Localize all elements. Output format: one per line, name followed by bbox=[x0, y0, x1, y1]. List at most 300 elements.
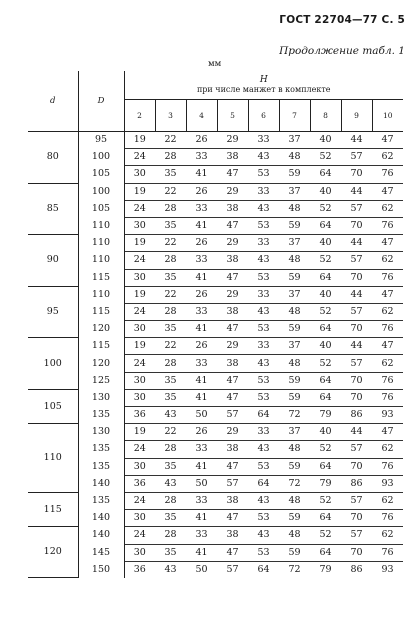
table-row bbox=[28, 269, 403, 286]
outer-diameter-cell: 95 bbox=[78, 132, 124, 149]
height-value-cell: 40 bbox=[310, 132, 341, 149]
height-value-cell: 64 bbox=[310, 372, 341, 389]
count-header: 6 bbox=[248, 100, 279, 132]
table-row bbox=[28, 183, 403, 200]
height-value-cell: 76 bbox=[372, 510, 403, 527]
height-value-cell: 52 bbox=[310, 355, 341, 372]
height-value-cell: 70 bbox=[341, 217, 372, 234]
outer-diameter-cell: 120 bbox=[78, 355, 124, 372]
table-row bbox=[28, 166, 403, 183]
height-value-cell: 47 bbox=[372, 183, 403, 200]
height-value-cell: 70 bbox=[341, 269, 372, 286]
height-value-cell: 47 bbox=[217, 544, 248, 561]
height-value-cell: 64 bbox=[310, 269, 341, 286]
height-value-cell: 57 bbox=[341, 355, 372, 372]
table-row bbox=[28, 561, 403, 578]
height-value-cell: 40 bbox=[310, 424, 341, 441]
height-value-cell: 43 bbox=[155, 475, 186, 492]
height-value-cell: 40 bbox=[310, 183, 341, 200]
count-header: 3 bbox=[155, 100, 186, 132]
height-value-cell: 35 bbox=[155, 372, 186, 389]
height-value-cell: 30 bbox=[124, 544, 155, 561]
height-value-cell: 33 bbox=[186, 303, 217, 320]
height-value-cell: 64 bbox=[310, 510, 341, 527]
outer-diameter-cell: 105 bbox=[78, 166, 124, 183]
shaft-diameter-cell: 105 bbox=[28, 389, 78, 423]
height-value-cell: 79 bbox=[310, 475, 341, 492]
height-value-cell: 53 bbox=[248, 217, 279, 234]
height-value-cell: 62 bbox=[372, 149, 403, 166]
height-value-cell: 30 bbox=[124, 321, 155, 338]
table-row bbox=[28, 286, 403, 303]
height-value-cell: 52 bbox=[310, 303, 341, 320]
height-value-cell: 36 bbox=[124, 475, 155, 492]
outer-diameter-cell: 135 bbox=[78, 441, 124, 458]
height-value-cell: 47 bbox=[372, 235, 403, 252]
height-value-cell: 47 bbox=[217, 458, 248, 475]
height-value-cell: 30 bbox=[124, 389, 155, 406]
height-value-cell: 86 bbox=[350, 563, 363, 575]
height-value-cell: 28 bbox=[155, 355, 186, 372]
height-value-cell: 33 bbox=[248, 286, 279, 303]
height-value-cell: 48 bbox=[279, 441, 310, 458]
outer-diameter-cell: 140 bbox=[78, 510, 124, 527]
height-value-cell: 43 bbox=[248, 441, 279, 458]
height-value-cell: 30 bbox=[124, 269, 155, 286]
height-value-cell: 57 bbox=[341, 527, 372, 544]
height-value-cell: 28 bbox=[155, 492, 186, 509]
height-value-cell: 43 bbox=[248, 149, 279, 166]
count-header: 10 bbox=[372, 100, 403, 132]
height-value-cell: 50 bbox=[195, 563, 208, 575]
table-row bbox=[28, 441, 403, 458]
height-value-cell: 59 bbox=[279, 544, 310, 561]
height-value-cell: 43 bbox=[248, 492, 279, 509]
height-value-cell: 26 bbox=[186, 424, 217, 441]
count-header: 5 bbox=[217, 100, 248, 132]
height-value-cell: 38 bbox=[217, 527, 248, 544]
height-value-cell: 86 bbox=[341, 407, 372, 424]
height-value-cell: 38 bbox=[217, 441, 248, 458]
column-header-D: D bbox=[78, 71, 124, 132]
height-value-cell: 29 bbox=[217, 424, 248, 441]
height-value-cell: 72 bbox=[288, 563, 301, 575]
height-value-cell: 57 bbox=[341, 252, 372, 269]
height-value-cell: 37 bbox=[279, 338, 310, 355]
height-value-cell: 33 bbox=[248, 424, 279, 441]
height-value-cell: 76 bbox=[372, 458, 403, 475]
height-value-cell: 37 bbox=[279, 235, 310, 252]
table-row bbox=[28, 355, 403, 372]
height-value-cell: 76 bbox=[372, 544, 403, 561]
height-value-cell: 48 bbox=[279, 200, 310, 217]
height-value-cell: 48 bbox=[279, 252, 310, 269]
height-value-cell: 35 bbox=[155, 510, 186, 527]
height-value-cell: 29 bbox=[217, 183, 248, 200]
height-value-cell: 28 bbox=[155, 527, 186, 544]
count-header: 7 bbox=[279, 100, 310, 132]
height-value-cell: 72 bbox=[279, 475, 310, 492]
height-value-cell: 79 bbox=[310, 407, 341, 424]
height-value-cell: 62 bbox=[372, 527, 403, 544]
height-value-cell: 47 bbox=[217, 217, 248, 234]
height-value-cell: 28 bbox=[155, 149, 186, 166]
height-value-cell: 43 bbox=[248, 355, 279, 372]
height-value-cell: 72 bbox=[279, 407, 310, 424]
height-value-cell: 79 bbox=[319, 563, 332, 575]
height-value-cell: 38 bbox=[217, 252, 248, 269]
shaft-diameter-cell: 95 bbox=[28, 286, 78, 338]
height-value-cell: 41 bbox=[186, 217, 217, 234]
height-value-cell: 22 bbox=[155, 424, 186, 441]
height-value-cell: 64 bbox=[257, 563, 270, 575]
height-value-cell: 47 bbox=[217, 321, 248, 338]
table-row bbox=[28, 149, 403, 166]
height-value-cell: 47 bbox=[372, 132, 403, 149]
height-value-cell: 57 bbox=[217, 407, 248, 424]
height-value-cell: 36 bbox=[133, 563, 146, 575]
height-value-cell: 29 bbox=[217, 286, 248, 303]
outer-diameter-cell: 110 bbox=[78, 252, 124, 269]
height-value-cell: 70 bbox=[341, 510, 372, 527]
height-value-cell: 57 bbox=[341, 441, 372, 458]
height-value-cell: 24 bbox=[124, 303, 155, 320]
table-row bbox=[28, 235, 403, 252]
outer-diameter-cell: 115 bbox=[78, 303, 124, 320]
height-value-cell: 43 bbox=[248, 303, 279, 320]
height-value-cell: 43 bbox=[248, 252, 279, 269]
height-value-cell: 43 bbox=[248, 527, 279, 544]
height-value-cell: 33 bbox=[186, 149, 217, 166]
height-value-cell: 93 bbox=[372, 407, 403, 424]
table-row bbox=[28, 217, 403, 234]
height-value-cell: 70 bbox=[341, 166, 372, 183]
height-value-cell: 19 bbox=[124, 338, 155, 355]
height-value-cell: 24 bbox=[124, 200, 155, 217]
height-value-cell: 64 bbox=[310, 389, 341, 406]
height-value-cell: 86 bbox=[341, 475, 372, 492]
height-value-cell: 93 bbox=[381, 563, 394, 575]
column-header-H bbox=[124, 71, 403, 100]
standard-header: ГОСТ 22704—77 С. 5 bbox=[279, 14, 405, 26]
height-value-cell: 53 bbox=[248, 389, 279, 406]
height-value-cell: 35 bbox=[155, 217, 186, 234]
height-value-cell: 43 bbox=[155, 407, 186, 424]
height-value-cell: 41 bbox=[186, 372, 217, 389]
height-value-cell: 53 bbox=[248, 544, 279, 561]
height-value-cell: 30 bbox=[124, 458, 155, 475]
height-value-cell: 57 bbox=[226, 563, 239, 575]
height-value-cell: 62 bbox=[372, 303, 403, 320]
height-value-cell: 64 bbox=[310, 458, 341, 475]
height-value-cell: 62 bbox=[372, 200, 403, 217]
height-value-cell: 57 bbox=[217, 475, 248, 492]
height-value-cell: 48 bbox=[279, 149, 310, 166]
height-value-cell: 47 bbox=[372, 424, 403, 441]
height-value-cell: 30 bbox=[124, 372, 155, 389]
height-value-cell: 59 bbox=[279, 217, 310, 234]
shaft-diameter-cell: 80 bbox=[28, 132, 78, 184]
height-value-cell: 19 bbox=[124, 286, 155, 303]
height-value-cell: 26 bbox=[186, 338, 217, 355]
height-value-cell: 47 bbox=[372, 338, 403, 355]
table-row bbox=[28, 407, 403, 424]
height-value-cell: 64 bbox=[310, 321, 341, 338]
outer-diameter-cell: 105 bbox=[78, 200, 124, 217]
height-value-cell: 38 bbox=[217, 303, 248, 320]
height-value-cell: 33 bbox=[186, 527, 217, 544]
height-value-cell: 41 bbox=[186, 458, 217, 475]
height-value-cell: 48 bbox=[279, 303, 310, 320]
height-value-cell: 52 bbox=[310, 252, 341, 269]
table-row bbox=[28, 372, 403, 389]
height-value-cell: 30 bbox=[124, 166, 155, 183]
shaft-diameter-cell: 100 bbox=[28, 338, 78, 390]
height-value-cell: 70 bbox=[341, 321, 372, 338]
height-value-cell: 28 bbox=[155, 441, 186, 458]
height-value-cell: 57 bbox=[341, 149, 372, 166]
height-value-cell: 37 bbox=[279, 132, 310, 149]
count-header: 2 bbox=[124, 100, 155, 132]
table-row bbox=[28, 200, 403, 217]
height-value-cell: 62 bbox=[372, 355, 403, 372]
height-value-cell: 26 bbox=[186, 132, 217, 149]
table-row bbox=[28, 544, 403, 561]
height-value-cell: 47 bbox=[217, 389, 248, 406]
count-header: 9 bbox=[341, 100, 372, 132]
outer-diameter-cell: 110 bbox=[78, 286, 124, 303]
height-value-cell: 57 bbox=[341, 200, 372, 217]
height-value-cell: 64 bbox=[310, 217, 341, 234]
height-value-cell: 57 bbox=[341, 492, 372, 509]
height-value-cell: 53 bbox=[248, 372, 279, 389]
height-value-cell: 64 bbox=[310, 544, 341, 561]
outer-diameter-cell: 125 bbox=[78, 372, 124, 389]
height-value-cell: 22 bbox=[155, 338, 186, 355]
height-value-cell: 53 bbox=[248, 166, 279, 183]
height-value-cell: 53 bbox=[248, 510, 279, 527]
height-value-cell: 64 bbox=[310, 166, 341, 183]
height-value-cell: 44 bbox=[341, 424, 372, 441]
height-value-cell: 59 bbox=[279, 269, 310, 286]
column-header-d: d bbox=[28, 71, 78, 132]
height-value-cell: 38 bbox=[217, 200, 248, 217]
height-value-cell: 70 bbox=[341, 458, 372, 475]
height-value-cell: 44 bbox=[341, 286, 372, 303]
height-value-cell: 29 bbox=[217, 132, 248, 149]
height-value-cell: 48 bbox=[279, 527, 310, 544]
height-value-cell: 24 bbox=[124, 355, 155, 372]
height-value-cell: 33 bbox=[248, 183, 279, 200]
table-row bbox=[28, 475, 403, 492]
height-value-cell: 41 bbox=[186, 389, 217, 406]
height-value-cell: 52 bbox=[310, 149, 341, 166]
height-value-cell: 76 bbox=[372, 389, 403, 406]
height-value-cell: 19 bbox=[124, 183, 155, 200]
height-value-cell: 62 bbox=[372, 252, 403, 269]
height-value-cell: 37 bbox=[279, 424, 310, 441]
table-row bbox=[28, 458, 403, 475]
height-value-cell: 38 bbox=[217, 492, 248, 509]
table-row bbox=[28, 321, 403, 338]
height-value-cell: 24 bbox=[124, 149, 155, 166]
outer-diameter-cell: 115 bbox=[78, 338, 124, 355]
count-header: 8 bbox=[310, 100, 341, 132]
outer-diameter-cell: 130 bbox=[78, 389, 124, 406]
height-value-cell: 40 bbox=[310, 235, 341, 252]
height-value-cell: 19 bbox=[124, 132, 155, 149]
count-header: 4 bbox=[186, 100, 217, 132]
height-value-cell: 26 bbox=[186, 286, 217, 303]
height-value-cell: 28 bbox=[155, 252, 186, 269]
height-value-cell: 48 bbox=[279, 492, 310, 509]
height-value-cell: 59 bbox=[279, 321, 310, 338]
shaft-diameter-cell: 120 bbox=[28, 527, 78, 578]
height-value-cell: 26 bbox=[186, 235, 217, 252]
outer-diameter-cell: 135 bbox=[78, 407, 124, 424]
outer-diameter-cell: 150 bbox=[78, 561, 124, 578]
dimensions-table bbox=[28, 71, 403, 578]
height-value-cell: 19 bbox=[124, 235, 155, 252]
outer-diameter-cell: 135 bbox=[78, 458, 124, 475]
table-row bbox=[28, 510, 403, 527]
height-value-cell: 33 bbox=[248, 235, 279, 252]
outer-diameter-cell: 135 bbox=[78, 492, 124, 509]
outer-diameter-cell: 100 bbox=[78, 183, 124, 200]
height-value-cell: 44 bbox=[341, 183, 372, 200]
height-value-cell: 47 bbox=[217, 166, 248, 183]
outer-diameter-cell: 130 bbox=[78, 424, 124, 441]
column-header-H-caption: при числе манжет в комплекте bbox=[196, 85, 331, 94]
height-value-cell: 24 bbox=[124, 527, 155, 544]
height-value-cell: 76 bbox=[372, 217, 403, 234]
height-value-cell: 70 bbox=[341, 372, 372, 389]
height-value-cell: 29 bbox=[217, 235, 248, 252]
height-value-cell: 64 bbox=[248, 475, 279, 492]
height-value-cell: 35 bbox=[155, 458, 186, 475]
height-value-cell: 26 bbox=[186, 183, 217, 200]
height-value-cell: 59 bbox=[279, 166, 310, 183]
height-value-cell: 70 bbox=[341, 389, 372, 406]
height-value-cell: 59 bbox=[279, 510, 310, 527]
height-value-cell: 76 bbox=[372, 321, 403, 338]
height-value-cell: 33 bbox=[186, 200, 217, 217]
height-value-cell: 36 bbox=[124, 407, 155, 424]
table-continuation-caption: Продолжение табл. 1 bbox=[279, 45, 405, 57]
table-row bbox=[28, 389, 403, 406]
height-value-cell: 52 bbox=[310, 527, 341, 544]
height-value-cell: 37 bbox=[279, 183, 310, 200]
table-row bbox=[28, 303, 403, 320]
height-value-cell: 50 bbox=[186, 407, 217, 424]
height-value-cell: 33 bbox=[186, 252, 217, 269]
height-value-cell: 76 bbox=[372, 269, 403, 286]
height-value-cell: 30 bbox=[124, 510, 155, 527]
height-value-cell: 48 bbox=[279, 355, 310, 372]
height-value-cell: 47 bbox=[217, 510, 248, 527]
height-value-cell: 35 bbox=[155, 544, 186, 561]
outer-diameter-cell: 110 bbox=[78, 235, 124, 252]
height-value-cell: 40 bbox=[310, 286, 341, 303]
table-row bbox=[28, 338, 403, 355]
outer-diameter-cell: 100 bbox=[78, 149, 124, 166]
height-value-cell: 44 bbox=[341, 235, 372, 252]
height-value-cell: 35 bbox=[155, 321, 186, 338]
height-value-cell: 33 bbox=[186, 355, 217, 372]
height-value-cell: 52 bbox=[310, 441, 341, 458]
height-value-cell: 59 bbox=[279, 458, 310, 475]
outer-diameter-cell: 140 bbox=[78, 475, 124, 492]
height-value-cell: 70 bbox=[341, 544, 372, 561]
height-value-cell: 59 bbox=[279, 372, 310, 389]
height-value-cell: 59 bbox=[279, 389, 310, 406]
height-value-cell: 22 bbox=[155, 235, 186, 252]
column-header-H-symbol: H bbox=[259, 75, 268, 85]
height-value-cell: 30 bbox=[124, 217, 155, 234]
height-value-cell: 76 bbox=[372, 372, 403, 389]
height-value-cell: 53 bbox=[248, 269, 279, 286]
height-value-cell: 53 bbox=[248, 321, 279, 338]
table-row bbox=[28, 527, 403, 544]
outer-diameter-cell: 145 bbox=[78, 544, 124, 561]
height-value-cell: 24 bbox=[124, 441, 155, 458]
height-value-cell: 33 bbox=[186, 492, 217, 509]
height-value-cell: 57 bbox=[341, 303, 372, 320]
height-value-cell: 35 bbox=[155, 389, 186, 406]
height-value-cell: 38 bbox=[217, 355, 248, 372]
shaft-diameter-cell: 85 bbox=[28, 183, 78, 235]
outer-diameter-cell: 120 bbox=[78, 321, 124, 338]
outer-diameter-cell: 115 bbox=[78, 269, 124, 286]
height-value-cell: 19 bbox=[124, 424, 155, 441]
height-value-cell: 28 bbox=[155, 200, 186, 217]
height-value-cell: 76 bbox=[372, 166, 403, 183]
height-value-cell: 64 bbox=[248, 407, 279, 424]
shaft-diameter-cell: 110 bbox=[28, 424, 78, 493]
height-value-cell: 37 bbox=[279, 286, 310, 303]
outer-diameter-cell: 110 bbox=[78, 217, 124, 234]
height-value-cell: 28 bbox=[155, 303, 186, 320]
table-row bbox=[28, 424, 403, 441]
unit-label: мм bbox=[208, 59, 222, 69]
height-value-cell: 41 bbox=[186, 166, 217, 183]
height-value-cell: 41 bbox=[186, 544, 217, 561]
height-value-cell: 44 bbox=[341, 132, 372, 149]
height-value-cell: 47 bbox=[372, 286, 403, 303]
height-value-cell: 62 bbox=[372, 492, 403, 509]
height-value-cell: 43 bbox=[164, 563, 177, 575]
height-value-cell: 41 bbox=[186, 321, 217, 338]
table-row bbox=[28, 252, 403, 269]
height-value-cell: 33 bbox=[248, 338, 279, 355]
height-value-cell: 41 bbox=[186, 269, 217, 286]
height-value-cell: 24 bbox=[124, 492, 155, 509]
shaft-diameter-cell: 90 bbox=[28, 235, 78, 287]
height-value-cell: 93 bbox=[372, 475, 403, 492]
height-value-cell: 62 bbox=[372, 441, 403, 458]
height-value-cell: 33 bbox=[248, 132, 279, 149]
table-row bbox=[28, 132, 403, 149]
height-value-cell: 47 bbox=[217, 372, 248, 389]
height-value-cell: 52 bbox=[310, 492, 341, 509]
height-value-cell: 40 bbox=[310, 338, 341, 355]
height-value-cell: 44 bbox=[341, 338, 372, 355]
table-row bbox=[28, 492, 403, 509]
height-value-cell: 22 bbox=[155, 183, 186, 200]
height-value-cell: 47 bbox=[217, 269, 248, 286]
height-value-cell: 29 bbox=[217, 338, 248, 355]
height-value-cell: 22 bbox=[155, 286, 186, 303]
